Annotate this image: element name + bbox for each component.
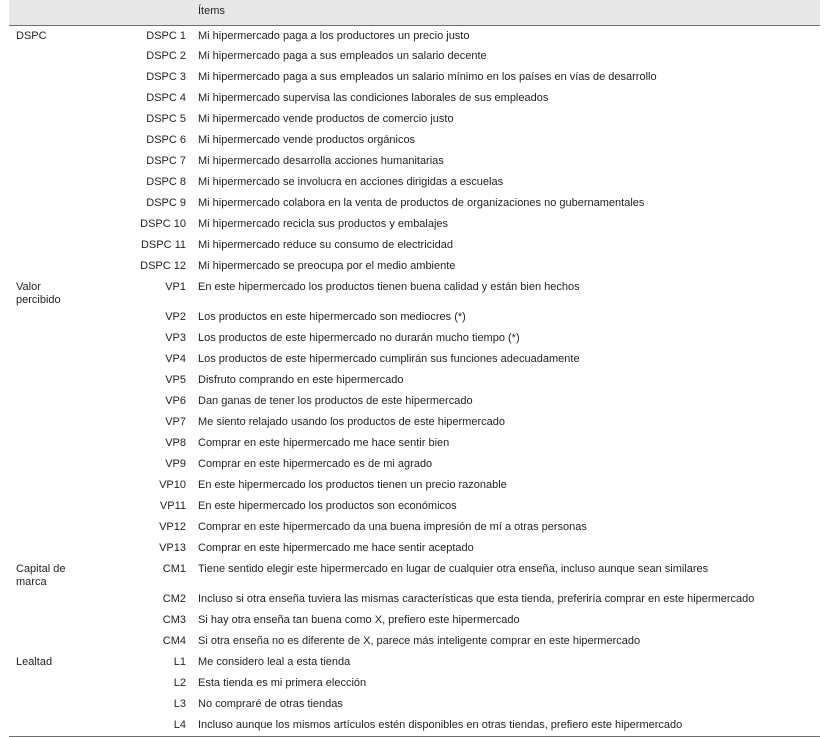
- table-row: [9, 256, 820, 277]
- table-row: [9, 172, 820, 193]
- row-group-label: [9, 193, 121, 214]
- row-group-label: [9, 307, 121, 328]
- table-row: [9, 538, 820, 559]
- row-code: VP12: [159, 521, 186, 533]
- row-item-text: No compraré de otras tiendas: [198, 698, 343, 710]
- row-item-text: Mi hipermercado recicla sus productos y embalajes: [198, 218, 449, 230]
- row-code: VP5: [165, 374, 186, 386]
- table-row: [9, 496, 820, 517]
- table-row: [9, 610, 820, 631]
- row-item-text: Incluso aunque los mismos artículos estén disponibles en otras tiendas, prefiero este hipermercado: [198, 715, 820, 736]
- row-group-label: [9, 67, 121, 88]
- table-row: [9, 277, 820, 307]
- row-code: VP11: [159, 500, 186, 512]
- row-code: DSPC 5: [146, 113, 186, 125]
- row-item-text: Comprar en este hipermercado me hace sentir aceptado: [198, 542, 474, 554]
- table-row: [9, 307, 820, 328]
- row-group-label: [9, 109, 121, 130]
- row-code: VP7: [165, 416, 186, 428]
- table-row: [9, 349, 820, 370]
- row-item-text: Los productos de este hipermercado no durarán mucho tiempo (*): [198, 332, 520, 344]
- row-group-label: [9, 391, 121, 412]
- row-group-label: [9, 349, 121, 370]
- row-code: DSPC 2: [146, 50, 186, 62]
- row-code: DSPC 1: [146, 29, 186, 42]
- row-code: DSPC 6: [146, 134, 186, 146]
- row-code: CM4: [162, 635, 186, 647]
- row-group-label: [9, 46, 121, 67]
- table-row: [9, 235, 820, 256]
- header-group: [9, 0, 121, 25]
- table-row: [9, 715, 820, 736]
- row-code: DSPC 9: [146, 197, 186, 209]
- row-item-text: Comprar en este hipermercado es de mi agrado: [198, 458, 433, 470]
- row-group-label: [9, 130, 121, 151]
- row-group-label: [9, 610, 121, 631]
- row-code: DSPC 12: [140, 260, 186, 272]
- table-body: [9, 25, 820, 736]
- row-group-label: [9, 673, 121, 694]
- table-row: [9, 517, 820, 538]
- row-code: DSPC 7: [146, 155, 186, 167]
- row-item-text: Mi hipermercado se preocupa por el medio ambiente: [198, 260, 456, 272]
- row-item-text: En este hipermercado los productos tienen un precio razonable: [198, 479, 507, 491]
- row-item-text: Mi hipermercado desarrolla acciones humanitarias: [198, 155, 444, 167]
- row-item-text: Los productos en este hipermercado son mediocres (*): [198, 311, 466, 323]
- row-item-text: Dan ganas de tener los productos de este hipermercado: [198, 395, 473, 407]
- group-label-text: Lealtad: [16, 656, 53, 668]
- row-item-text: Mi hipermercado se involucra en acciones dirigidas a escuelas: [198, 176, 504, 188]
- items-table: [9, 0, 820, 737]
- row-code: VP2: [165, 311, 186, 323]
- row-item-text: Me considero leal a esta tienda: [198, 656, 351, 668]
- row-item-text: Mi hipermercado colabora en la venta de productos de organizaciones no gubernamentales: [198, 197, 645, 209]
- row-item-text: Disfruto comprando en este hipermercado: [198, 374, 404, 386]
- row-item-text: Mi hipermercado vende productos de comercio justo: [198, 113, 454, 125]
- row-code: L4: [121, 715, 198, 736]
- row-group-label: [9, 277, 121, 307]
- row-item-text: Mi hipermercado paga a sus empleados un salario mínimo en los países en vías de desarrollo: [198, 71, 657, 83]
- row-group-label: [9, 631, 121, 652]
- table-row: [9, 193, 820, 214]
- header-items: Ítems: [198, 0, 820, 25]
- row-group-label: [9, 475, 121, 496]
- table-row: [9, 130, 820, 151]
- table-row: [9, 559, 820, 589]
- row-code: DSPC 8: [146, 176, 186, 188]
- row-item-text: Mi hipermercado paga a los productores un precio justo: [198, 29, 470, 42]
- row-code: VP1: [165, 281, 186, 293]
- row-item-text: Comprar en este hipermercado me hace sentir bien: [198, 437, 450, 449]
- row-group-label: [9, 454, 121, 475]
- row-group-label: [9, 652, 121, 673]
- row-code: VP3: [165, 332, 186, 344]
- row-code: DSPC 10: [140, 218, 186, 230]
- row-group-label: [9, 235, 121, 256]
- row-code: VP9: [165, 458, 186, 470]
- row-code: VP13: [159, 542, 186, 554]
- table-row: [9, 412, 820, 433]
- row-code: CM1: [162, 563, 186, 575]
- row-item-text: En este hipermercado los productos son económicos: [198, 500, 457, 512]
- row-code: CM2: [162, 593, 186, 605]
- table-row: [9, 652, 820, 673]
- row-code: VP10: [159, 479, 186, 491]
- row-item-text: Me siento relajado usando los productos de este hipermercado: [198, 416, 505, 428]
- table-row: [9, 475, 820, 496]
- row-item-text: Comprar en este hipermercado da una buena impresión de mí a otras personas: [198, 521, 587, 533]
- table-row: [9, 433, 820, 454]
- row-code: VP6: [165, 395, 186, 407]
- row-group-label: [9, 214, 121, 235]
- row-group-label: [9, 694, 121, 715]
- table-row: [9, 67, 820, 88]
- row-group-label: [9, 559, 121, 589]
- row-item-text: Mi hipermercado vende productos orgánicos: [198, 134, 416, 146]
- row-code: L3: [173, 698, 186, 710]
- row-item-text: Incluso si otra enseña tuviera las mismas características que esta tienda, preferiría comprar en este hipermercado: [198, 593, 755, 605]
- table-row: [9, 25, 820, 46]
- row-code: VP8: [165, 437, 186, 449]
- table-row: [9, 328, 820, 349]
- row-group-label: [9, 88, 121, 109]
- row-group-label: [9, 538, 121, 559]
- row-group-label: [9, 25, 121, 46]
- row-item-text: Mi hipermercado paga a sus empleados un salario decente: [198, 50, 487, 62]
- row-code: CM3: [162, 614, 186, 626]
- row-item-text: En este hipermercado los productos tienen buena calidad y están bien hechos: [198, 281, 580, 293]
- row-group-label: [9, 412, 121, 433]
- table-row: [9, 46, 820, 67]
- row-item-text: Si otra enseña no es diferente de X, parece más inteligente comprar en este hipermercado: [198, 635, 641, 647]
- table-row: [9, 694, 820, 715]
- table-header-row: [9, 0, 820, 25]
- table-row: [9, 214, 820, 235]
- table-row: [9, 151, 820, 172]
- table-row: [9, 673, 820, 694]
- row-group-label: [9, 172, 121, 193]
- row-group-label: [9, 151, 121, 172]
- row-item-text: Esta tienda es mi primera elección: [198, 677, 367, 689]
- row-group-label: [9, 370, 121, 391]
- row-group-label: [9, 589, 121, 610]
- row-code: DSPC 11: [140, 239, 186, 251]
- group-label-text: DSPC: [16, 29, 47, 42]
- table-row: [9, 370, 820, 391]
- row-group-label: [9, 715, 121, 736]
- row-group-label: [9, 256, 121, 277]
- row-item-text: Los productos de este hipermercado cumplirán sus funciones adecuadamente: [198, 353, 580, 365]
- table-row: [9, 631, 820, 652]
- row-group-label: [9, 517, 121, 538]
- group-label-text: Valor percibido: [16, 281, 61, 306]
- row-group-label: [9, 433, 121, 454]
- row-item-text: Mi hipermercado reduce su consumo de electricidad: [198, 239, 453, 251]
- table-row: [9, 109, 820, 130]
- row-group-label: [9, 496, 121, 517]
- table-row: [9, 391, 820, 412]
- row-item-text: Mi hipermercado supervisa las condiciones laborales de sus empleados: [198, 92, 549, 104]
- header-code: [121, 0, 198, 25]
- row-code: VP4: [165, 353, 186, 365]
- row-group-label: [9, 328, 121, 349]
- table-row: [9, 454, 820, 475]
- group-label-text: Capital de marca: [16, 563, 66, 588]
- row-item-text: Si hay otra enseña tan buena como X, prefiero este hipermercado: [198, 614, 520, 626]
- row-code: L2: [173, 677, 186, 689]
- row-item-text: Tiene sentido elegir este hipermercado en lugar de cualquier otra enseña, incluso aunque sean similares: [198, 563, 709, 575]
- row-code: L1: [173, 656, 186, 668]
- row-code: DSPC 4: [146, 92, 186, 104]
- table-row: [9, 589, 820, 610]
- row-code: DSPC 3: [146, 71, 186, 83]
- table-row: [9, 88, 820, 109]
